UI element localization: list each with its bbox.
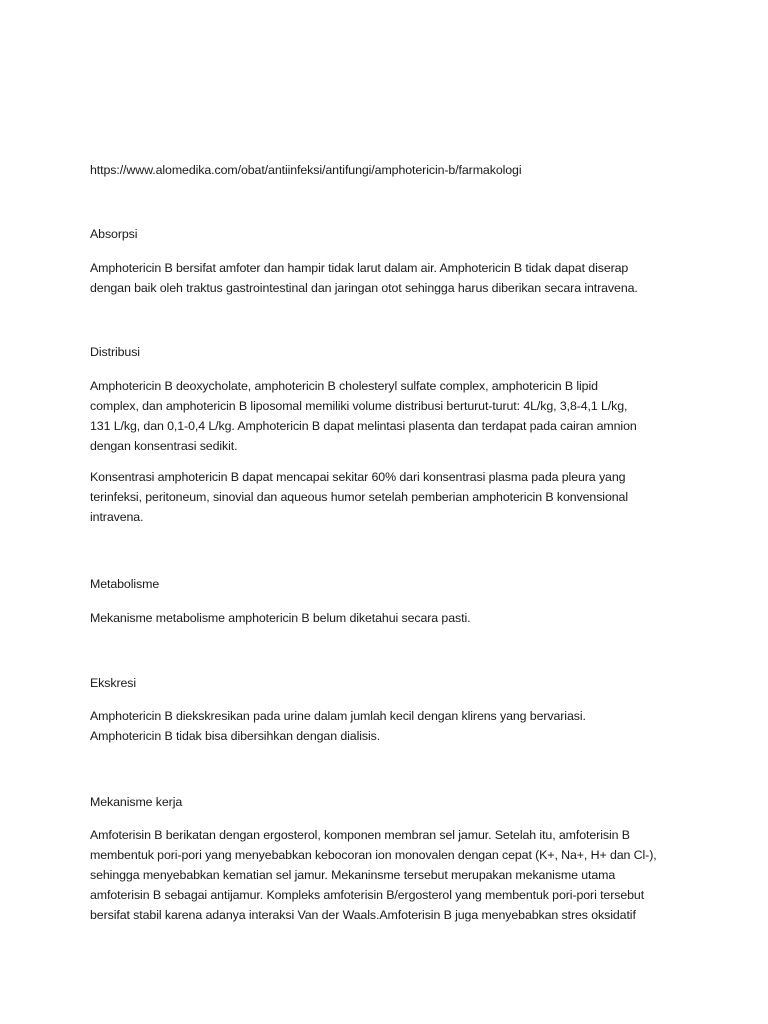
text-line: Amphotericin B diekskresikan pada urine dalam jumlah kecil dengan klirens yang bervariasi. [90, 709, 586, 723]
text-line: amfoterisin B sebagai antijamur. Kompleks amfoterisin B/ergosterol yang membentuk pori-pori tersebut [90, 888, 645, 902]
text-line: membentuk pori-pori yang menyebabkan kebocoran ion monovalen dengan cepat (K+, Na+, H+ dan Cl-), [90, 848, 657, 862]
text-line: bersifat stabil karena adanya interaksi Van der Waals.Amfoterisin B juga menyebabkan stres oksidatif [90, 908, 636, 922]
text-line: Mekanisme metabolisme amphotericin B belum diketahui secara pasti. [90, 611, 471, 625]
paragraph-metabolisme [90, 608, 690, 628]
heading-metabolisme: Metabolisme [90, 577, 160, 591]
text-line: dengan konsentrasi sedikit. [90, 439, 238, 453]
heading-distribusi: Distribusi [90, 345, 140, 359]
source-url[interactable]: https://www.alomedika.com/obat/antiinfeksi/antifungi/amphotericin-b/farmakologi [90, 163, 522, 177]
text-line: 131 L/kg, dan 0,1-0,4 L/kg. Amphotericin B dapat melintasi plasenta dan terdapat pada cairan amnion [90, 419, 637, 433]
text-line: complex, dan amphotericin B liposomal memiliki volume distribusi berturut-turut: 4L/kg, 3,8-4,1 L/kg, [90, 399, 628, 413]
paragraph-absorpsi [90, 258, 690, 298]
paragraph-distribusi-2 [90, 467, 690, 527]
text-line: Amphotericin B deoxycholate, amphotericin B cholesteryl sulfate complex, amphotericin B lipid [90, 379, 598, 393]
text-line: Amfoterisin B berikatan dengan ergosterol, komponen membran sel jamur. Setelah itu, amfoterisin B [90, 828, 630, 842]
text-line: Amphotericin B bersifat amfoter dan hampir tidak larut dalam air. Amphotericin B tidak dapat diserap [90, 261, 629, 275]
paragraph-distribusi-1 [90, 376, 690, 456]
heading-absorpsi: Absorpsi [90, 227, 138, 241]
heading-ekskresi: Ekskresi [90, 676, 137, 690]
text-line: Amphotericin B tidak bisa dibersihkan dengan dialisis. [90, 729, 381, 743]
text-line: Konsentrasi amphotericin B dapat mencapai sekitar 60% dari konsentrasi plasma pada pleura yang [90, 470, 626, 484]
text-line: intravena. [90, 510, 144, 524]
paragraph-ekskresi [90, 706, 690, 746]
text-line: sehingga menyebabkan kematian sel jamur. Mekaninsme tersebut merupakan mekanisme utama [90, 868, 616, 882]
paragraph-mekanisme-kerja [90, 825, 690, 925]
text-line: terinfeksi, peritoneum, sinovial dan aqueous humor setelah pemberian amphotericin B konvensional [90, 490, 628, 504]
heading-mekanisme-kerja: Mekanisme kerja [90, 795, 183, 809]
text-line: dengan baik oleh traktus gastrointestinal dan jaringan otot sehingga harus diberikan secara intravena. [90, 281, 638, 295]
